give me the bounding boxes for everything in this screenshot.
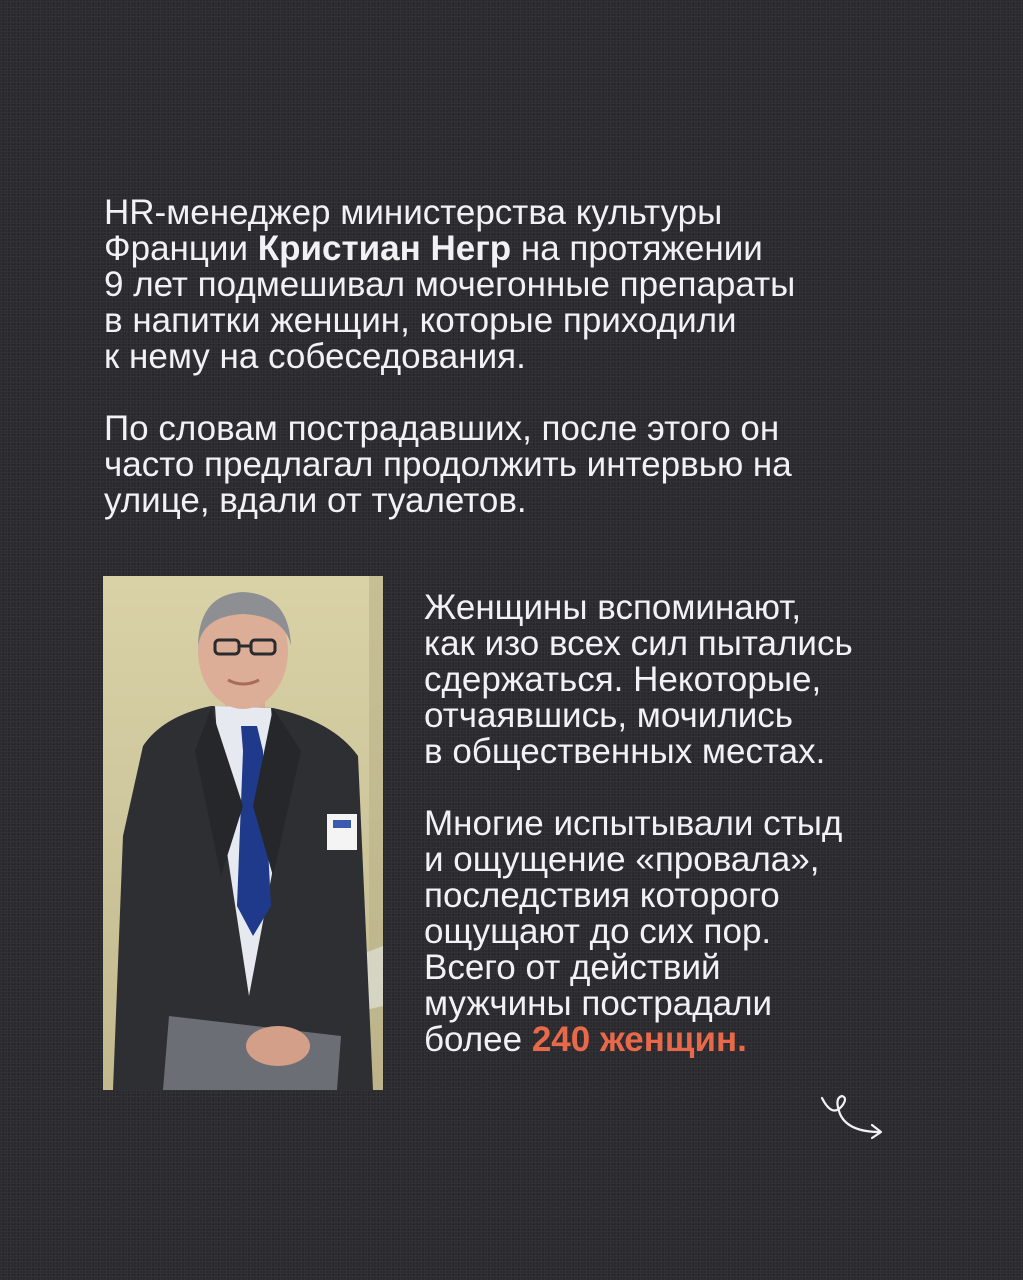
person-name: Кристиан Негр xyxy=(257,229,512,268)
swipe-arrow-graphic xyxy=(818,1092,890,1140)
side-line: в общественных местах. xyxy=(424,732,826,771)
intro-line: часто предлагал продолжить интервью на xyxy=(104,445,792,484)
intro-line: HR-менеджер министерства культуры xyxy=(104,193,723,232)
side-text-segment: . xyxy=(737,1020,747,1059)
intro-text xyxy=(104,195,934,519)
intro-paragraph-2 xyxy=(104,411,934,519)
side-line: последствия которого xyxy=(424,876,780,915)
victim-count-highlight: 240 женщин xyxy=(531,1020,738,1059)
side-line: ощущают до сих пор. xyxy=(424,912,772,951)
intro-line xyxy=(104,231,934,267)
side-line: Женщины вспоминают, xyxy=(424,588,802,627)
intro-paragraph-1 xyxy=(104,195,934,375)
side-line: как изо всех сил пытались xyxy=(424,624,853,663)
intro-line: улице, вдали от туалетов. xyxy=(104,481,527,520)
side-line: отчаявшись, мочились xyxy=(424,696,794,735)
portrait-illustration xyxy=(103,576,383,1090)
intro-line: 9 лет подмешивал мочегонные препараты xyxy=(104,265,796,304)
side-line: и ощущение «провала», xyxy=(424,840,820,879)
side-line: мужчины пострадали xyxy=(424,984,773,1023)
intro-text-segment: Франции xyxy=(104,229,258,268)
intro-line: к нему на собеседования. xyxy=(104,337,526,376)
side-paragraph-2 xyxy=(424,806,944,1058)
swipe-arrow-icon[interactable] xyxy=(818,1092,890,1140)
side-line xyxy=(424,1022,944,1058)
side-line: Многие испытывали стыд xyxy=(424,804,843,843)
side-text xyxy=(424,590,944,1058)
side-paragraph-1 xyxy=(424,590,944,770)
intro-line: в напитки женщин, которые приходили xyxy=(104,301,737,340)
portrait-photo xyxy=(103,576,383,1090)
side-line: сдержаться. Некоторые, xyxy=(424,660,822,699)
side-text-segment: более xyxy=(424,1020,532,1059)
intro-text-segment: на протяжении xyxy=(511,229,763,268)
intro-line: По словам пострадавших, после этого он xyxy=(104,409,780,448)
side-line: Всего от действий xyxy=(424,948,721,987)
